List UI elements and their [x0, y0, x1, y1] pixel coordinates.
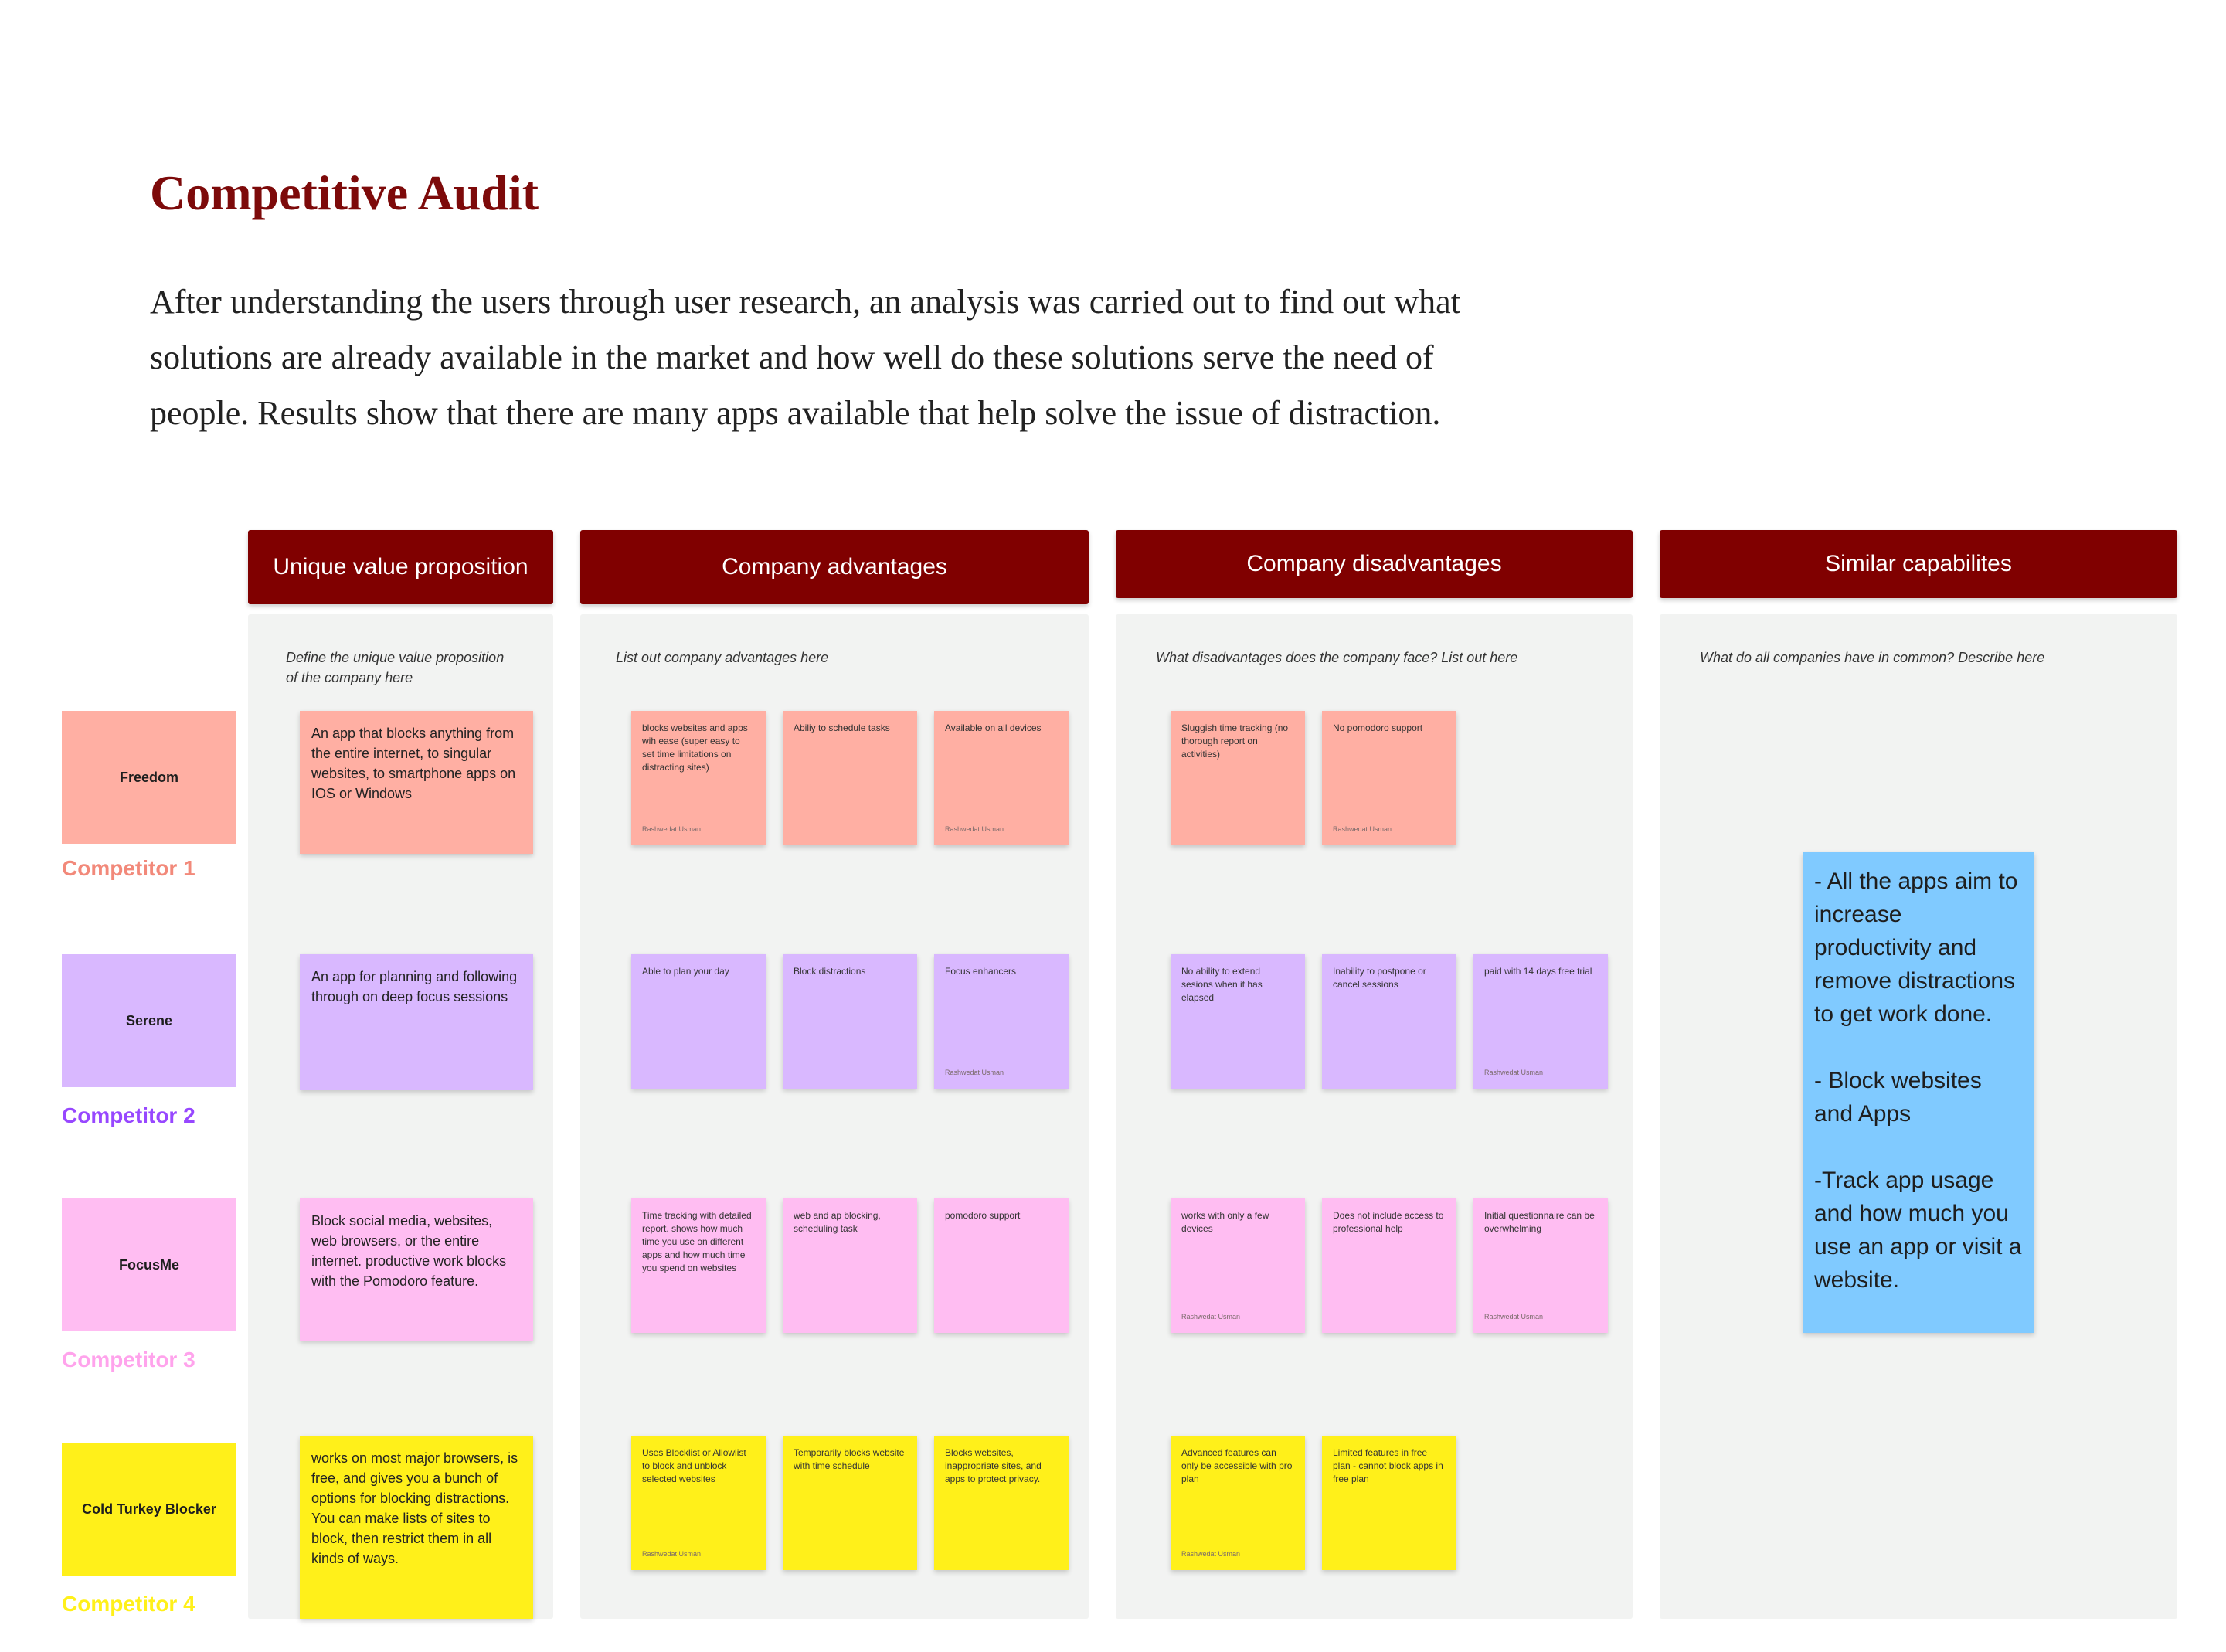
advantage-note[interactable]: [783, 711, 917, 845]
note-text: paid with 14 days free trial: [1484, 966, 1592, 977]
uvp-note-cold-turkey[interactable]: works on most major browsers, is free, and gives you a bunch of options for blocking distractions. You can make lists of sites to block, then restrict them in all kinds of ways.: [300, 1436, 533, 1619]
note-text: No ability to extend sesions when it has elapsed: [1181, 966, 1263, 1003]
note-text: Temporarily blocks website with time schedule: [794, 1447, 905, 1471]
note-author: Rashwedat Usman: [642, 1550, 702, 1558]
disadvantage-note[interactable]: [1322, 711, 1456, 845]
column-header-disadvantages: Company disadvantages: [1116, 530, 1633, 598]
advantage-note[interactable]: [934, 711, 1069, 845]
disadvantage-note[interactable]: [1171, 954, 1305, 1089]
column-header-similar: Similar capabilites: [1660, 530, 2177, 598]
disadvantage-note[interactable]: [1171, 1436, 1305, 1570]
note-author: Rashwedat Usman: [1181, 1313, 1241, 1321]
uvp-note-freedom[interactable]: An app that blocks anything from the entire internet, to singular websites, to smartphone apps on IOS or Windows: [300, 711, 533, 854]
note-text: Able to plan your day: [642, 966, 729, 977]
note-text: Inability to postpone or cancel sessions: [1333, 966, 1426, 990]
column-desc-disadvantages: What disadvantages does the company face? List out here: [1156, 650, 1518, 665]
note-text: Blocks websites, inappropriate sites, and apps to protect privacy.: [945, 1447, 1042, 1484]
intro-paragraph: After understanding the users through user research, an analysis was carried out to find out what solutions are already available in the market and how well do these solutions serve the need of people. Results show that there are many apps available that help solve the issue of distraction.: [150, 283, 1460, 432]
competitor-card-cold-turkey: Cold Turkey Blocker: [62, 1443, 236, 1576]
advantage-note[interactable]: [631, 711, 766, 845]
note-author: Rashwedat Usman: [945, 1069, 1004, 1076]
competitor-label-1: Competitor 1: [62, 856, 195, 880]
note-text: No pomodoro support: [1333, 722, 1423, 733]
column-desc-similar: What do all companies have in common? Describe here: [1700, 650, 2045, 665]
note-text: Uses Blocklist or Allowlist to block and unblock selected websites: [642, 1447, 746, 1484]
note-author: Rashwedat Usman: [1181, 1550, 1241, 1558]
disadvantage-note[interactable]: [1171, 711, 1305, 845]
note-author: Rashwedat Usman: [642, 825, 702, 833]
note-text: Does not include access to professional help: [1333, 1210, 1444, 1234]
competitor-label-2: Competitor 2: [62, 1103, 195, 1127]
competitor-card-serene: Serene: [62, 954, 236, 1087]
note-text: web and ap blocking, scheduling task: [794, 1210, 881, 1234]
competitor-card-focusme: FocusMe: [62, 1198, 236, 1331]
column-desc-advantages: List out company advantages here: [616, 650, 829, 665]
disadvantage-note[interactable]: [1473, 954, 1608, 1089]
column-header-advantages: Company advantages: [580, 530, 1089, 604]
note-author: Rashwedat Usman: [1333, 825, 1392, 833]
advantage-note[interactable]: [631, 954, 766, 1089]
note-author: Rashwedat Usman: [945, 825, 1004, 833]
note-text: Time tracking with detailed report. shows how much time you use on different apps and how much time you spend on websites: [642, 1210, 752, 1273]
uvp-note-serene[interactable]: An app for planning and following through on deep focus sessions: [300, 954, 533, 1090]
competitor-card-freedom: Freedom: [62, 711, 236, 844]
note-text: works with only a few devices: [1181, 1210, 1269, 1234]
similar-capabilities-note[interactable]: - All the apps aim to increase productivity and remove distractions to get work done. - Block websites and Apps -Track app usage and how much you use an app or visit a website.: [1803, 852, 2034, 1333]
advantage-note[interactable]: [783, 1436, 917, 1570]
advantage-note[interactable]: [934, 954, 1069, 1089]
advantage-note[interactable]: [783, 1198, 917, 1333]
advantage-note[interactable]: [631, 1436, 766, 1570]
note-text: Available on all devices: [945, 722, 1042, 733]
disadvantage-note[interactable]: [1171, 1198, 1305, 1333]
uvp-note-focusme[interactable]: Block social media, websites, web browsers, or the entire internet. productive work blocks with the Pomodoro feature.: [300, 1198, 533, 1341]
column-header-uvp: Unique value proposition: [248, 530, 553, 604]
note-text: Block distractions: [794, 966, 866, 977]
note-text: pomodoro support: [945, 1210, 1021, 1221]
disadvantage-note[interactable]: [1322, 1198, 1456, 1333]
competitor-label-4: Competitor 4: [62, 1592, 195, 1616]
note-text: Advanced features can only be accessible with pro plan: [1181, 1447, 1293, 1484]
note-text: Focus enhancers: [945, 966, 1017, 977]
advantage-note[interactable]: [631, 1198, 766, 1333]
disadvantage-note[interactable]: [1473, 1198, 1608, 1333]
advantage-note[interactable]: [934, 1198, 1069, 1333]
competitor-label-3: Competitor 3: [62, 1348, 195, 1372]
advantage-note[interactable]: [934, 1436, 1069, 1570]
note-text: Initial questionnaire can be overwhelming: [1484, 1210, 1595, 1234]
disadvantage-note[interactable]: [1322, 1436, 1456, 1570]
note-author: Rashwedat Usman: [1484, 1069, 1544, 1076]
note-text: Abiliy to schedule tasks: [794, 722, 890, 733]
page-title: Competitive Audit: [150, 165, 539, 220]
column-desc-uvp: Define the unique value proposition of the company here: [286, 650, 505, 685]
note-text: Sluggish time tracking (no thorough report on activities): [1181, 722, 1289, 760]
note-text: Limited features in free plan - cannot block apps in free plan: [1333, 1447, 1443, 1484]
advantage-note[interactable]: [783, 954, 917, 1089]
disadvantage-note[interactable]: [1322, 954, 1456, 1089]
note-author: Rashwedat Usman: [1484, 1313, 1544, 1321]
note-text: blocks websites and apps wih ease (super easy to set time limitations on distracting sites): [642, 722, 748, 773]
